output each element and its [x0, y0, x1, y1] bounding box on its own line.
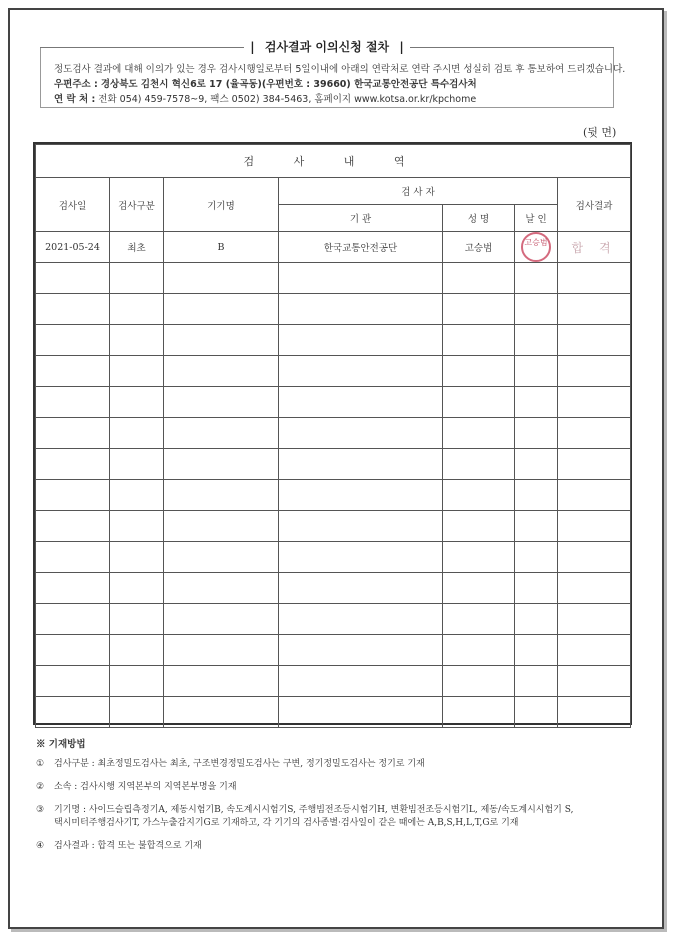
cell-seal	[515, 232, 558, 263]
header-result: 검사결과	[558, 178, 631, 232]
empty-cell	[558, 604, 631, 635]
empty-cell	[443, 697, 515, 728]
table-row	[36, 449, 631, 480]
empty-cell	[110, 480, 164, 511]
empty-cell	[443, 604, 515, 635]
empty-cell	[110, 666, 164, 697]
notes-header: ※ 기재방법	[36, 739, 86, 750]
empty-cell	[558, 449, 631, 480]
inspection-table	[35, 144, 631, 728]
empty-cell	[36, 604, 110, 635]
empty-cell	[443, 263, 515, 294]
empty-cell	[558, 635, 631, 666]
empty-cell	[279, 542, 443, 573]
empty-cell	[110, 387, 164, 418]
empty-cell	[279, 666, 443, 697]
empty-cell	[164, 511, 279, 542]
empty-cell	[110, 573, 164, 604]
empty-cell	[443, 356, 515, 387]
empty-cell	[36, 666, 110, 697]
empty-cell	[164, 542, 279, 573]
empty-cell	[36, 573, 110, 604]
empty-cell	[515, 635, 558, 666]
table-row	[36, 325, 631, 356]
empty-cell	[110, 356, 164, 387]
empty-cell	[443, 573, 515, 604]
empty-cell	[164, 480, 279, 511]
empty-cell	[515, 542, 558, 573]
empty-cell	[443, 480, 515, 511]
empty-cell	[36, 449, 110, 480]
empty-cell	[279, 480, 443, 511]
empty-cell	[164, 263, 279, 294]
table-row	[36, 666, 631, 697]
empty-cell	[36, 635, 110, 666]
table-row	[36, 511, 631, 542]
header-seal: 날 인	[515, 205, 558, 232]
empty-cell	[558, 356, 631, 387]
note-item: ④ 검사결과 : 합격 또는 불합격으로 기재	[36, 841, 202, 851]
empty-cell	[558, 387, 631, 418]
table-row	[36, 697, 631, 728]
empty-cell	[164, 387, 279, 418]
empty-cell	[110, 511, 164, 542]
note-item: ② 소속 : 검사시행 지역본부의 지역본부명을 기재	[36, 782, 237, 792]
empty-cell	[164, 418, 279, 449]
empty-cell	[279, 604, 443, 635]
cell-name: 고승범	[443, 232, 515, 263]
empty-cell	[515, 511, 558, 542]
empty-cell	[443, 325, 515, 356]
empty-cell	[515, 325, 558, 356]
empty-cell	[164, 294, 279, 325]
table-row	[36, 635, 631, 666]
header-org: 기 관	[279, 205, 443, 232]
empty-cell	[164, 356, 279, 387]
empty-cell	[279, 294, 443, 325]
table-row	[36, 294, 631, 325]
empty-cell	[110, 604, 164, 635]
notice-address: 우편주소 : 경상북도 김천시 혁신6로 17 (율곡동)(우편번호 : 39660) 한국교통안전공단 특수검사처	[54, 79, 477, 90]
empty-cell	[36, 263, 110, 294]
empty-cell	[558, 511, 631, 542]
empty-cell	[558, 666, 631, 697]
header-date: 검사일	[36, 178, 110, 232]
table-row	[36, 387, 631, 418]
empty-cell	[443, 635, 515, 666]
header-type: 검사구분	[110, 178, 164, 232]
empty-cell	[515, 573, 558, 604]
empty-cell	[279, 449, 443, 480]
empty-cell	[443, 294, 515, 325]
empty-cell	[558, 325, 631, 356]
empty-cell	[558, 697, 631, 728]
empty-cell	[515, 480, 558, 511]
cell-type: 최초	[110, 232, 164, 263]
empty-cell	[164, 697, 279, 728]
empty-cell	[110, 635, 164, 666]
table-row	[36, 604, 631, 635]
notes	[36, 736, 573, 863]
notice-title: | 검사결과 이의신청 절차 |	[40, 38, 614, 55]
header-device: 기기명	[164, 178, 279, 232]
cell-device: B	[164, 232, 279, 263]
table-row	[36, 232, 631, 263]
empty-cell	[279, 511, 443, 542]
table-row	[36, 573, 631, 604]
empty-cell	[443, 542, 515, 573]
note-item: ③ 기기명 : 사이드슬립측정기A, 제동시험기B, 속도계시시험기S, 주행빔전조등시험기H, 변환빔전조등시험기L, 제동/속도계시시험기 S, 택시미터주행검사기T, 가스누출감지기G로 기재하고, 각 기기의 검사종별·검사일이 같은 때에는 A,B,S,H,L,T,G로 기재	[36, 805, 574, 828]
empty-cell	[279, 356, 443, 387]
empty-cell	[164, 604, 279, 635]
cell-date: 2021-05-24	[36, 232, 110, 263]
empty-cell	[443, 511, 515, 542]
empty-cell	[515, 418, 558, 449]
header-inspector: 검 사 자	[279, 178, 558, 205]
empty-cell	[279, 418, 443, 449]
empty-cell	[164, 635, 279, 666]
note-item: ① 검사구분 : 최초정밀도검사는 최초, 구조변경정밀도검사는 구변, 정기정밀도검사는 정기로 기재	[36, 759, 425, 769]
empty-cell	[443, 449, 515, 480]
empty-cell	[515, 356, 558, 387]
back-label: (뒷 면)	[583, 126, 617, 139]
inspection-table-frame	[33, 142, 632, 725]
empty-cell	[110, 542, 164, 573]
empty-cell	[279, 635, 443, 666]
cell-result	[558, 232, 631, 263]
empty-cell	[515, 697, 558, 728]
notice-text	[54, 62, 625, 107]
empty-cell	[279, 573, 443, 604]
empty-cell	[164, 666, 279, 697]
empty-cell	[515, 604, 558, 635]
empty-cell	[443, 418, 515, 449]
table-row	[36, 263, 631, 294]
empty-cell	[36, 356, 110, 387]
empty-cell	[36, 511, 110, 542]
empty-cell	[515, 294, 558, 325]
empty-cell	[515, 666, 558, 697]
seal-stamp-icon: 고승범	[521, 232, 551, 262]
table-row	[36, 356, 631, 387]
empty-cell	[36, 697, 110, 728]
empty-cell	[110, 418, 164, 449]
empty-cell	[36, 294, 110, 325]
empty-cell	[164, 325, 279, 356]
notice-line: 정도검사 결과에 대해 이의가 있는 경우 검사시행일로부터 5일이내에 아래의 연락처로 연락 주시면 성실히 검토 후 통보하여 드리겠습니다.	[54, 64, 626, 75]
result-value: 합 격	[571, 240, 617, 255]
empty-cell	[110, 263, 164, 294]
empty-cell	[164, 449, 279, 480]
empty-cell	[36, 480, 110, 511]
empty-cell	[558, 542, 631, 573]
empty-cell	[443, 666, 515, 697]
empty-cell	[279, 263, 443, 294]
empty-cell	[279, 325, 443, 356]
empty-cell	[515, 449, 558, 480]
table-title: 검 사 내 역	[36, 145, 631, 178]
empty-cell	[515, 387, 558, 418]
empty-cell	[110, 325, 164, 356]
empty-cell	[515, 263, 558, 294]
empty-cell	[558, 418, 631, 449]
empty-cell	[558, 263, 631, 294]
empty-cell	[279, 697, 443, 728]
notice-contact: 연 락 처 : 전화 054) 459-7578~9, 팩스 0502) 384-5463, 홈페이지 www.kotsa.or.kr/kpchome	[54, 94, 477, 105]
empty-cell	[36, 325, 110, 356]
empty-cell	[36, 387, 110, 418]
table-row	[36, 480, 631, 511]
empty-cell	[110, 449, 164, 480]
table-row	[36, 542, 631, 573]
empty-cell	[164, 573, 279, 604]
empty-cell	[558, 573, 631, 604]
empty-cell	[110, 294, 164, 325]
empty-cell	[443, 387, 515, 418]
empty-cell	[36, 418, 110, 449]
empty-cell	[279, 387, 443, 418]
header-name: 성 명	[443, 205, 515, 232]
empty-cell	[110, 697, 164, 728]
cell-org: 한국교통안전공단	[279, 232, 443, 263]
empty-cell	[558, 480, 631, 511]
empty-cell	[36, 542, 110, 573]
empty-cell	[558, 294, 631, 325]
table-row	[36, 418, 631, 449]
